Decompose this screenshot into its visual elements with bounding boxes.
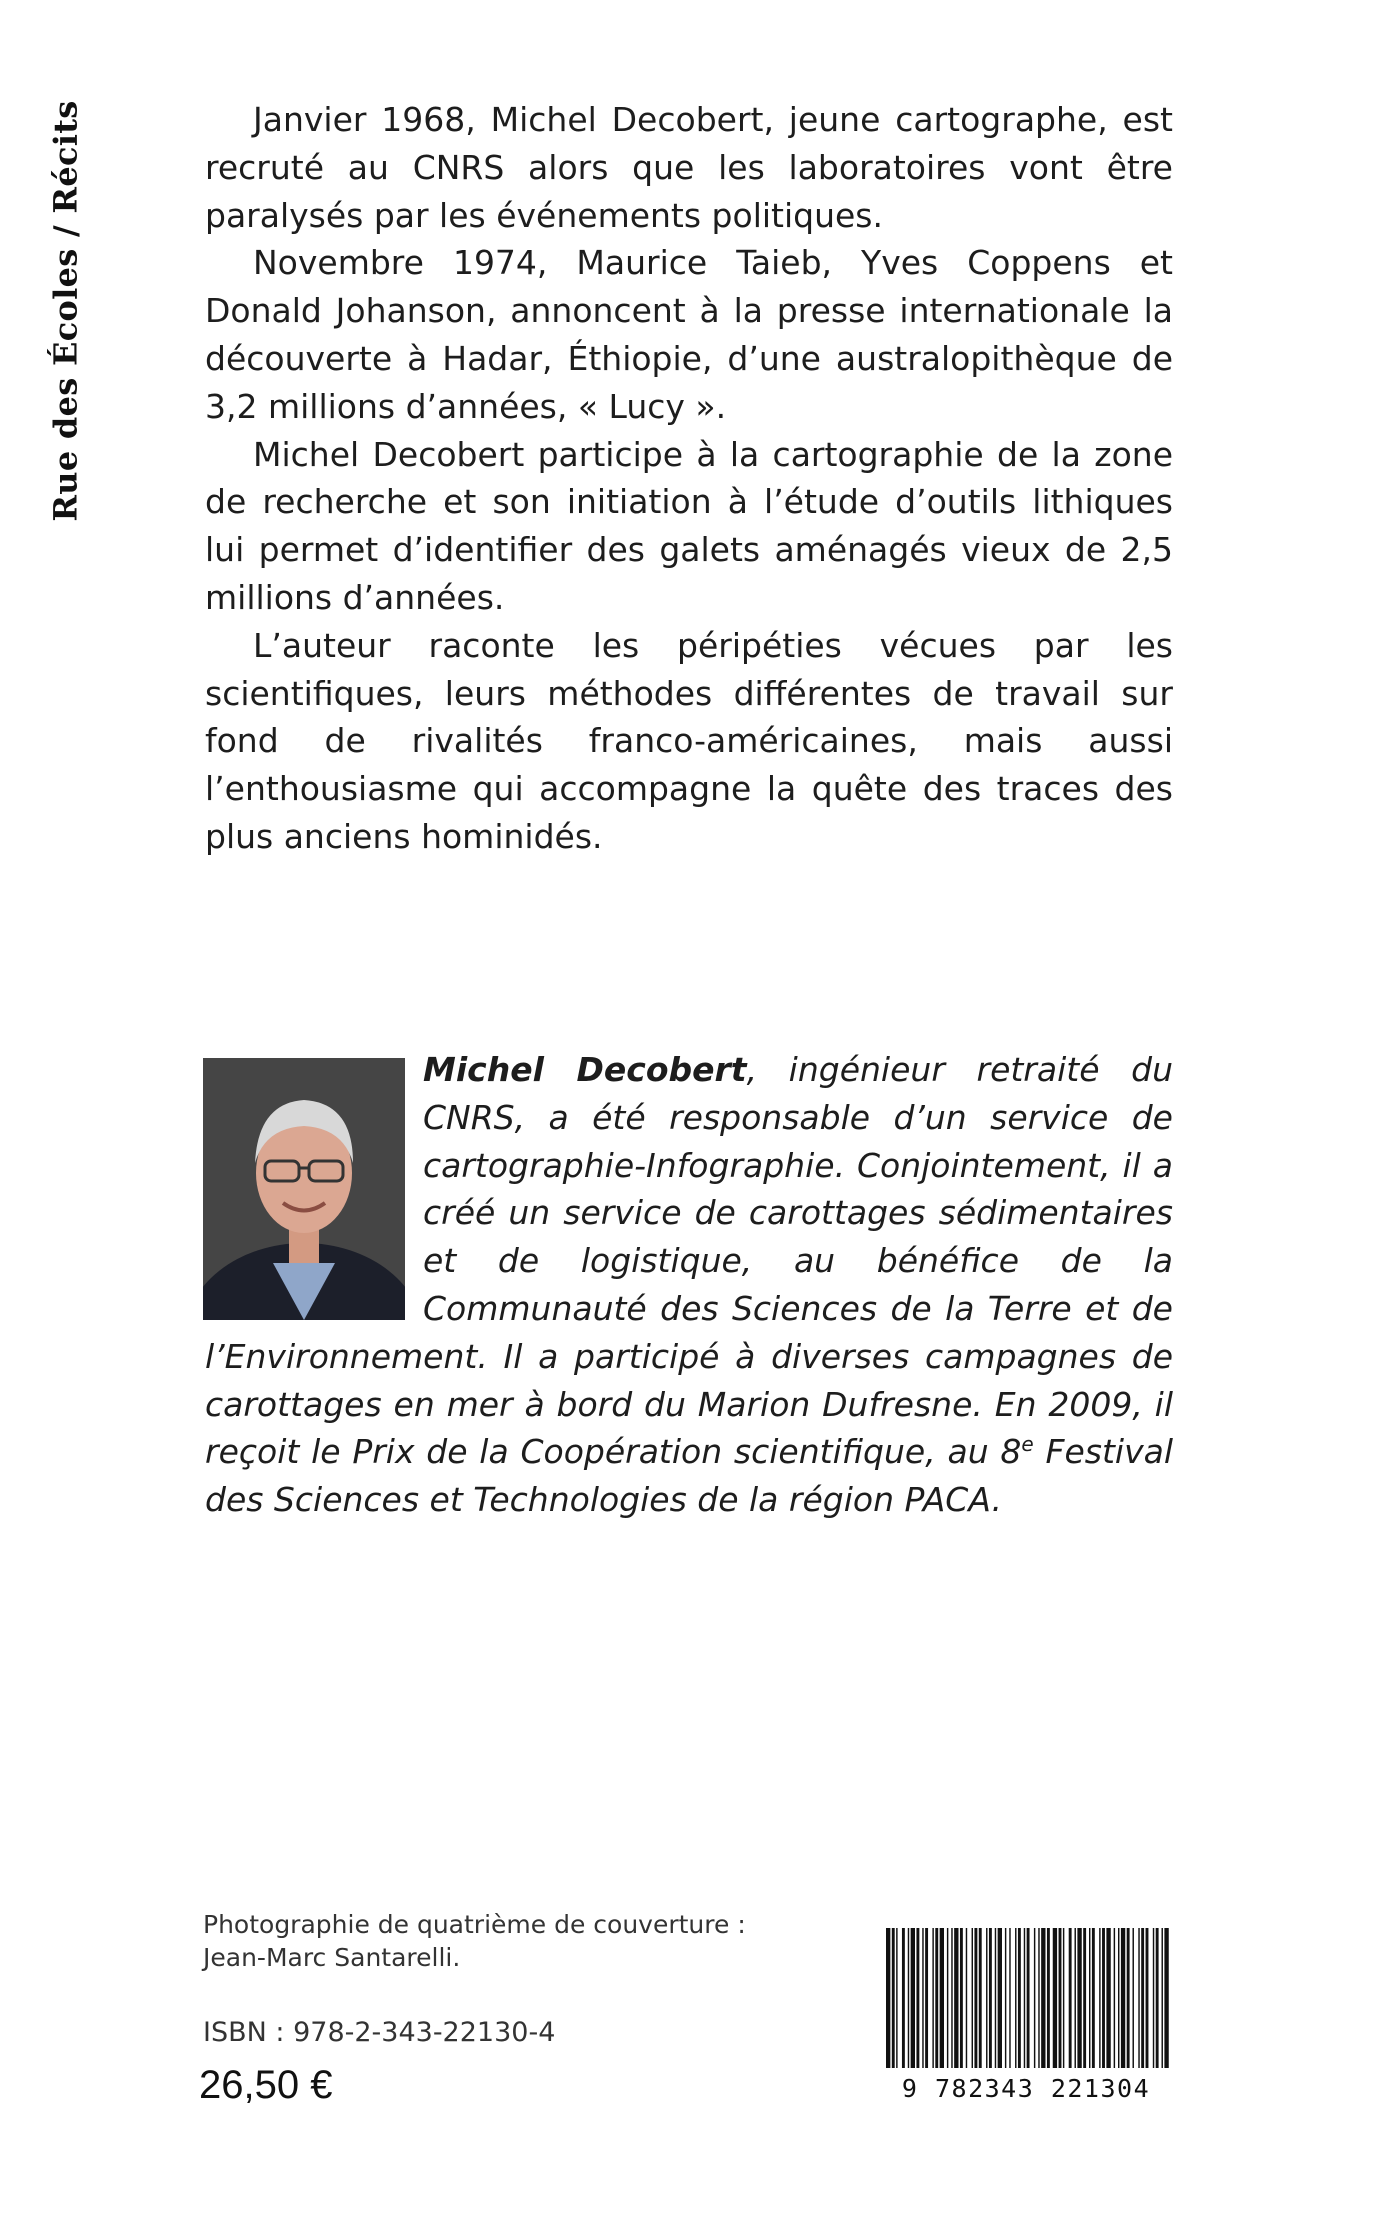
barcode-bar bbox=[1099, 1928, 1100, 2068]
barcode-bar bbox=[986, 1928, 987, 2068]
barcode-bars bbox=[880, 1928, 1172, 2074]
barcode-bar bbox=[1069, 1928, 1072, 2068]
barcode-bar bbox=[916, 1928, 919, 2068]
barcode-bar bbox=[1127, 1928, 1130, 2068]
barcode-bar bbox=[1059, 1928, 1062, 2068]
barcode-bar bbox=[979, 1928, 982, 2068]
barcode-bar bbox=[989, 1928, 992, 2068]
barcode-bar bbox=[1141, 1928, 1144, 2068]
barcode-bar bbox=[1034, 1928, 1035, 2068]
barcode-bar bbox=[995, 1928, 996, 2068]
barcode-bar bbox=[1162, 1928, 1163, 2068]
barcode-bar bbox=[1106, 1928, 1110, 2068]
barcode-bar bbox=[972, 1928, 973, 2068]
barcode-bar bbox=[935, 1928, 938, 2068]
barcode-bar bbox=[932, 1928, 933, 2068]
barcode-bar bbox=[1015, 1928, 1016, 2068]
barcode-bar bbox=[1089, 1928, 1090, 2068]
author-bio bbox=[205, 1046, 1173, 1524]
barcode-bar bbox=[886, 1928, 890, 2068]
barcode-bar bbox=[966, 1928, 967, 2068]
barcode-bar bbox=[1024, 1928, 1025, 2068]
barcode-bar bbox=[1164, 1928, 1168, 2068]
barcode-bar bbox=[1092, 1928, 1095, 2068]
barcode-bar bbox=[940, 1928, 944, 2068]
barcode-bar bbox=[1027, 1928, 1030, 2068]
barcode-number: 9 782343 221304 bbox=[901, 2074, 1151, 2103]
barcode-bar bbox=[908, 1928, 909, 2068]
barcode bbox=[880, 1928, 1172, 2103]
barcode-bar bbox=[922, 1928, 923, 2068]
barcode-bar bbox=[902, 1928, 905, 2068]
barcode-bar bbox=[974, 1928, 977, 2068]
photo-credit bbox=[203, 1908, 746, 1974]
barcode-bar bbox=[960, 1928, 963, 2068]
summary-paragraph: Janvier 1968, Michel Decobert, jeune cartographe, est recruté au CNRS alors que les laboratoires vont être paralysés par les événements politiques. bbox=[205, 100, 1173, 235]
barcode-bar bbox=[1118, 1928, 1119, 2068]
barcode-bar bbox=[1038, 1928, 1039, 2068]
spine-collection-label bbox=[38, 96, 94, 526]
barcode-bar bbox=[1009, 1928, 1010, 2068]
barcode-bar bbox=[1146, 1928, 1149, 2068]
barcode-bar bbox=[998, 1928, 1002, 2068]
ordinal-suffix: e bbox=[1021, 1432, 1034, 1457]
barcode-bar bbox=[1083, 1928, 1086, 2068]
photo-credit-label: Photographie de quatrième de couverture : bbox=[203, 1910, 746, 1939]
barcode-bar bbox=[1153, 1928, 1154, 2068]
barcode-bar bbox=[1047, 1928, 1050, 2068]
price: 26,50 € bbox=[199, 2063, 333, 2107]
author-bio-text-end: Festival des Sciences et Technologies de la région PACA. bbox=[205, 1432, 1173, 1520]
barcode-bar bbox=[892, 1928, 895, 2068]
barcode-bar bbox=[1121, 1928, 1125, 2068]
author-bio-text: , ingénieur retraité du CNRS, a été responsable d’un service de cartographie-Infographie. Conjointement, il a créé un service de carottages sédimentaires et de logistique, au bénéfice de la Communauté des Sciences de la Terre et de l’Environnement. Il a participé à diverses campagnes de carottages en mer à bord du Marion Dufresne. En 2009, il reçoit le Prix de la Coopération scientifique, au 8 bbox=[205, 1050, 1173, 1472]
barcode-bar bbox=[1102, 1928, 1105, 2068]
barcode-bar bbox=[947, 1928, 948, 2068]
barcode-bar bbox=[1156, 1928, 1159, 2068]
isbn: ISBN : 978-2-343-22130-4 bbox=[203, 2017, 556, 2048]
photo-credit-name: Jean-Marc Santarelli. bbox=[203, 1943, 461, 1972]
barcode-bar bbox=[1114, 1928, 1115, 2068]
summary-paragraph: Michel Decobert participe à la cartographie de la zone de recherche et son initiation à l’étude d’outils lithiques lui permet d’identifier des galets aménagés vieux de 2,5 millions d’années. bbox=[205, 434, 1173, 617]
summary-paragraph: L’auteur raconte les péripéties vécues par les scientifiques, leurs méthodes différentes de travail sur fond de rivalités franco-américaines, mais aussi l’enthousiasme qui accompagne la quête des traces des plus anciens hominidés. bbox=[205, 625, 1173, 856]
barcode-bar bbox=[1005, 1928, 1006, 2068]
barcode-bar bbox=[1075, 1928, 1076, 2068]
barcode-bar bbox=[896, 1928, 897, 2068]
barcode-bar bbox=[911, 1928, 915, 2068]
back-cover-summary bbox=[205, 96, 1173, 861]
barcode-bar bbox=[1041, 1928, 1045, 2068]
barcode-bar bbox=[1018, 1928, 1021, 2068]
author-name: Michel Decobert bbox=[423, 1050, 747, 1089]
barcode-bar bbox=[1063, 1928, 1064, 2068]
collection-title: Rue des Écoles / Récits bbox=[47, 100, 86, 522]
barcode-bar bbox=[1077, 1928, 1081, 2068]
barcode-bar bbox=[1133, 1928, 1134, 2068]
barcode-bar bbox=[925, 1928, 928, 2068]
barcode-bar bbox=[1138, 1928, 1139, 2068]
barcode-bar bbox=[1053, 1928, 1057, 2068]
barcode-bar bbox=[951, 1928, 952, 2068]
barcode-bar bbox=[954, 1928, 958, 2068]
summary-paragraph: Novembre 1974, Maurice Taieb, Yves Coppens et Donald Johanson, annoncent à la presse internationale la découverte à Hadar, Éthiopie, d’une australopithèque de 3,2 millions d’années, « Lucy ». bbox=[205, 243, 1173, 426]
